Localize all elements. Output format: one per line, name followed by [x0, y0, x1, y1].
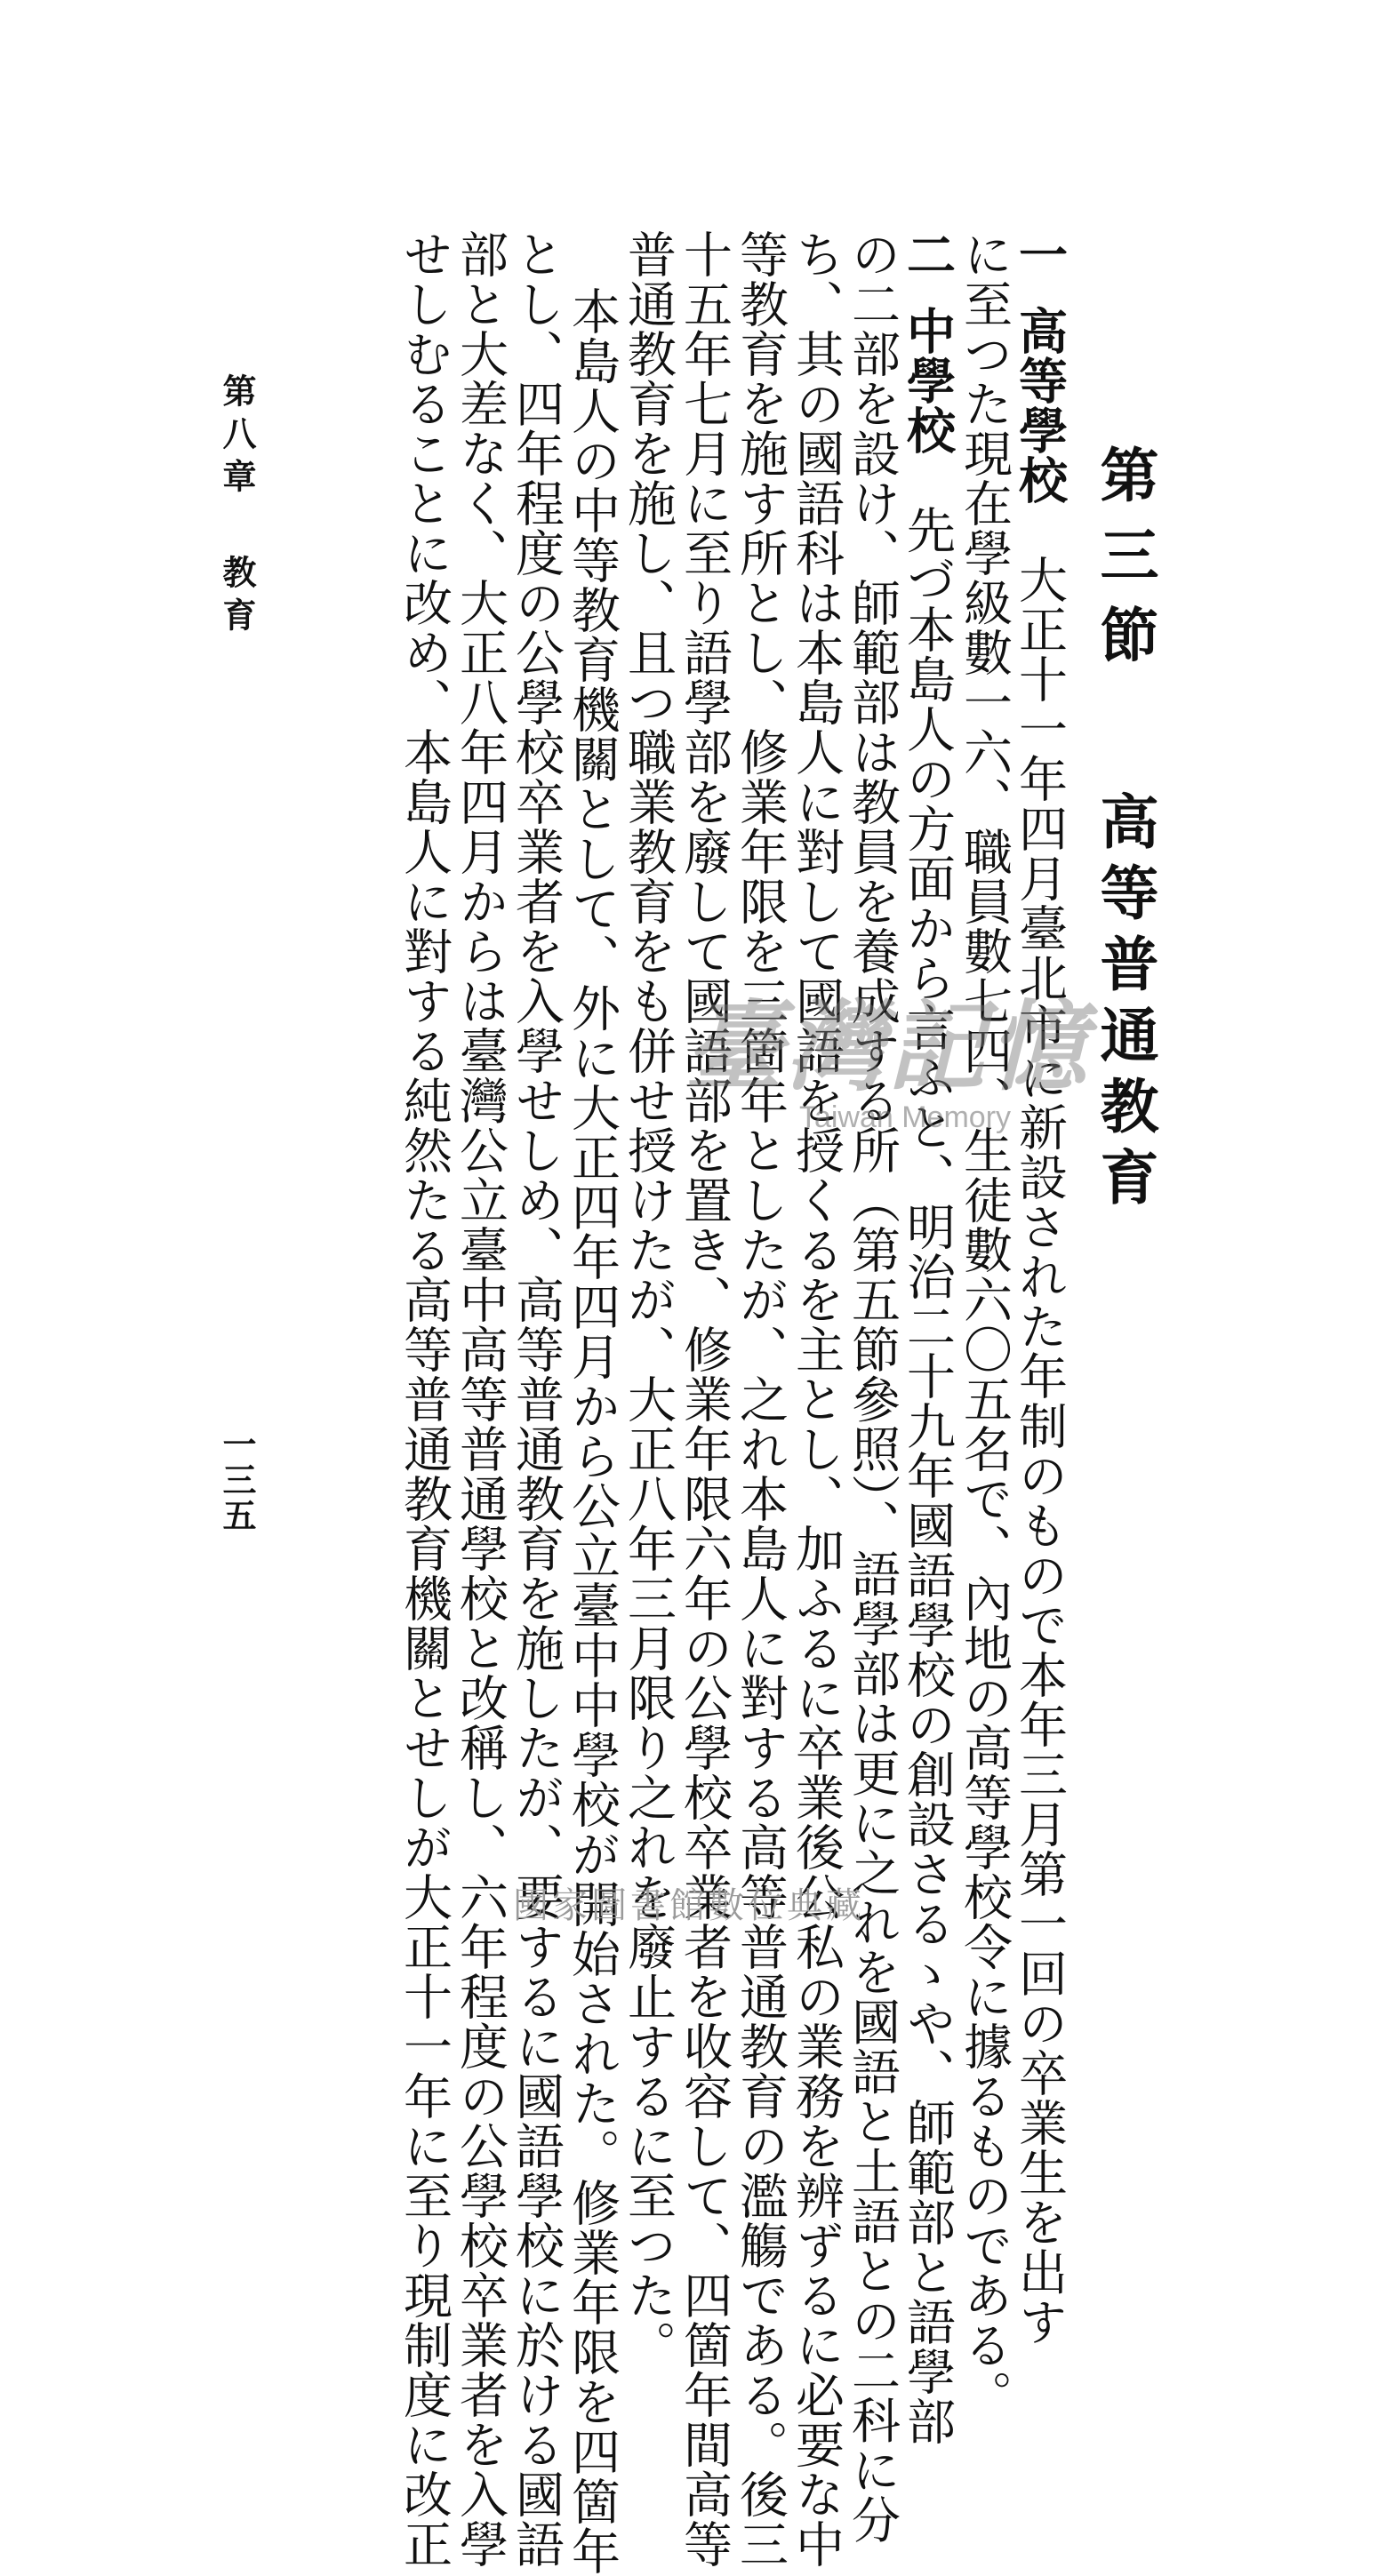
text-column-3 — [899, 229, 957, 2446]
text-column-4 — [844, 229, 901, 2545]
chapter-number: 第八章 — [217, 373, 257, 501]
chapter-title: 教育 — [217, 555, 257, 640]
page-number: 一三五 — [217, 1427, 257, 1533]
chapter-footer — [217, 373, 257, 640]
column-text: 先づ本島人の方面から言ふと、明治二十九年國語學校の創設さるゝや、師範部と語學部 — [899, 505, 956, 2446]
column-text: ち、其の國語科は本島人に對して國語を授くるを主とし、加ふるに卒業後公私の業務を辨ずるに必要な中 — [788, 229, 845, 2569]
item-number: 一 — [1011, 229, 1069, 279]
column-text: せしむることに改め、本島人に對する純然たる高等普通教育機關とせしが大正十一年に至り現制度に改正 — [396, 229, 453, 2569]
section-number: 第三節 — [1090, 444, 1159, 684]
taiwan-memory-watermark — [685, 969, 1090, 1135]
column-text: の二部を設け、師範部は教員を養成する所（第五節參照）、語學部は更に之れを國語と土語との二科に分 — [844, 229, 901, 2545]
text-column-12 — [396, 229, 453, 2569]
library-credit: 國家圖書館數位典藏 — [513, 1885, 865, 1926]
watermark-main: 臺灣記憶 — [685, 989, 1090, 1104]
text-column-8 — [620, 229, 677, 2370]
column-text: に至つた現在學級數一六、職員數七四、生徒數六〇五名で、內地の高等學校令に據るものである。 — [956, 229, 1013, 2420]
text-column-9 — [564, 229, 621, 2576]
text-column-5 — [788, 229, 845, 2569]
subsection-heading-middle-school: 中學校 — [899, 306, 957, 455]
column-text: 等教育を施す所とし、修業年限を三箇年としたが、之れ本島人に對する高等普通教育の濫觴である。後三 — [732, 229, 789, 2569]
text-column-10 — [508, 229, 565, 2569]
subsection-heading-high-school: 高等學校 — [1011, 306, 1069, 505]
column-text: 本島人の中等教育機關として、外に大正四年四月から公立臺中中學校が開始された。修業年限を四箇年 — [564, 286, 621, 2576]
text-column-2 — [956, 229, 1013, 2420]
section-title — [1090, 444, 1159, 1218]
text-column-6 — [732, 229, 789, 2569]
column-text: とし、四年程度の公學校卒業者を入學せしめ、高等普通教育を施したが、要するに國語學校に於ける國語 — [508, 229, 565, 2569]
section-name: 高等普通教育 — [1090, 791, 1159, 1218]
text-column-1 — [1011, 229, 1069, 2347]
column-text: 十五年七月に至り語學部を廢して國語部を置き、修業年限六年の公學校卒業者を收容して、四箇年間高等 — [676, 229, 733, 2569]
column-text: 大正十一年四月臺北市に新設された年制のもので本年三月第一回の卒業生を出す — [1011, 555, 1068, 2347]
item-number: 二 — [899, 229, 957, 279]
column-text: 部と大差なく、大正八年四月からは臺灣公立臺中高等普通學校と改稱し、六年程度の公學校卒業者を入學 — [452, 229, 509, 2569]
text-column-11 — [452, 229, 509, 2569]
watermark-sub: Taiwan Memory — [798, 1100, 1012, 1134]
text-column-7 — [676, 229, 733, 2569]
column-text: 普通教育を施し、且つ職業教育をも併せ授けたが、大正八年三月限り之れを廢止するに至つた。 — [620, 229, 677, 2370]
